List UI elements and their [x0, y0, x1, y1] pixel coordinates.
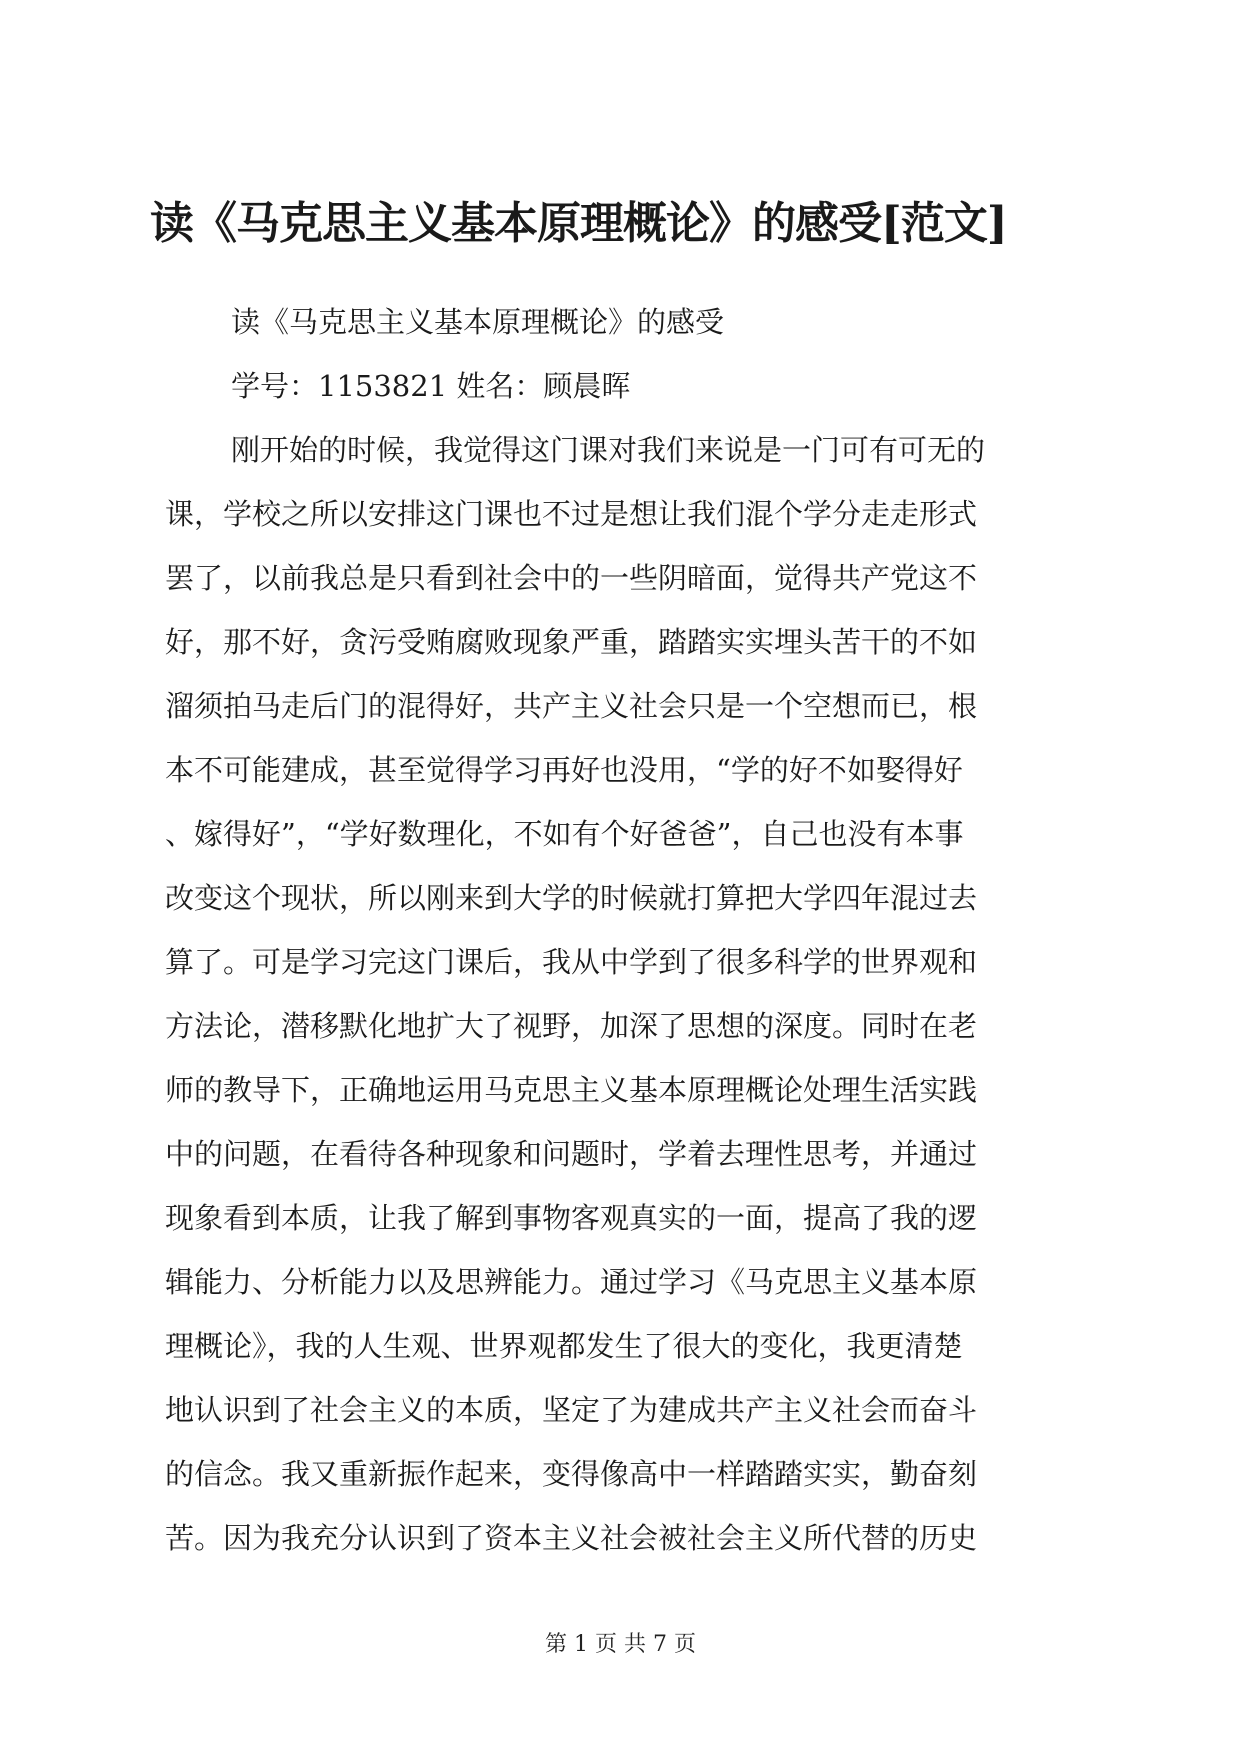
paragraph-line: 算了。可是学习完这门课后，我从中学到了很多科学的世界观和 [165, 945, 978, 979]
paragraph-line: 现象看到本质，让我了解到事物客观真实的一面，提高了我的逻 [165, 1201, 978, 1235]
document-body [165, 290, 1090, 1570]
paragraph-line: 课，学校之所以安排这门课也不过是想让我们混个学分走走形式 [165, 497, 978, 531]
paragraph-line: 的信念。我又重新振作起来，变得像高中一样踏踏实实，勤奋刻 [165, 1457, 978, 1491]
paragraph-line: 中的问题，在看待各种现象和问题时，学着去理性思考，并通过 [165, 1137, 978, 1171]
paragraph-line: 方法论，潜移默化地扩大了视野，加深了思想的深度。同时在老 [165, 1009, 978, 1043]
paragraph-line: 本不可能建成，甚至觉得学习再好也没用，“学的好不如娶得好 [165, 753, 963, 787]
paragraph-line: 理概论》，我的人生观、世界观都发生了很大的变化，我更清楚 [165, 1329, 963, 1363]
paragraph-line: 好，那不好，贪污受贿腐败现象严重，踏踏实实埋头苦干的不如 [165, 625, 978, 659]
body-paragraph [165, 418, 1090, 1570]
page-footer: 第 1 页 共 7 页 [545, 1632, 696, 1657]
paragraph-line: 溜须拍马走后门的混得好，共产主义社会只是一个空想而已，根 [165, 689, 978, 723]
paragraph-line: 苦。因为我充分认识到了资本主义社会被社会主义所代替的历史 [165, 1521, 978, 1555]
paragraph-line: 罢了，以前我总是只看到社会中的一些阴暗面，觉得共产党这不 [165, 561, 978, 595]
paragraph-line: 刚开始的时候，我觉得这门课对我们来说是一门可有可无的 [231, 433, 986, 467]
paragraph-line: 辑能力、分析能力以及思辨能力。通过学习《马克思主义基本原 [165, 1265, 978, 1299]
document-title: 读《马克思主义基本原理概论》的感受[范文] [150, 198, 1007, 249]
paragraph-line: 地认识到了社会主义的本质，坚定了为建成共产主义社会而奋斗 [165, 1393, 978, 1427]
paragraph-line: 改变这个现状，所以刚来到大学的时候就打算把大学四年混过去 [165, 881, 978, 915]
paragraph-line: 师的教导下，正确地运用马克思主义基本原理概论处理生活实践 [165, 1073, 978, 1107]
student-info: 学号：1153821 姓名：顾晨晖 [231, 369, 631, 403]
document-subtitle: 读《马克思主义基本原理概论》的感受 [231, 305, 725, 339]
paragraph-line: 、嫁得好”，“学好数理化，不如有个好爸爸”，自己也没有本事 [165, 817, 964, 851]
